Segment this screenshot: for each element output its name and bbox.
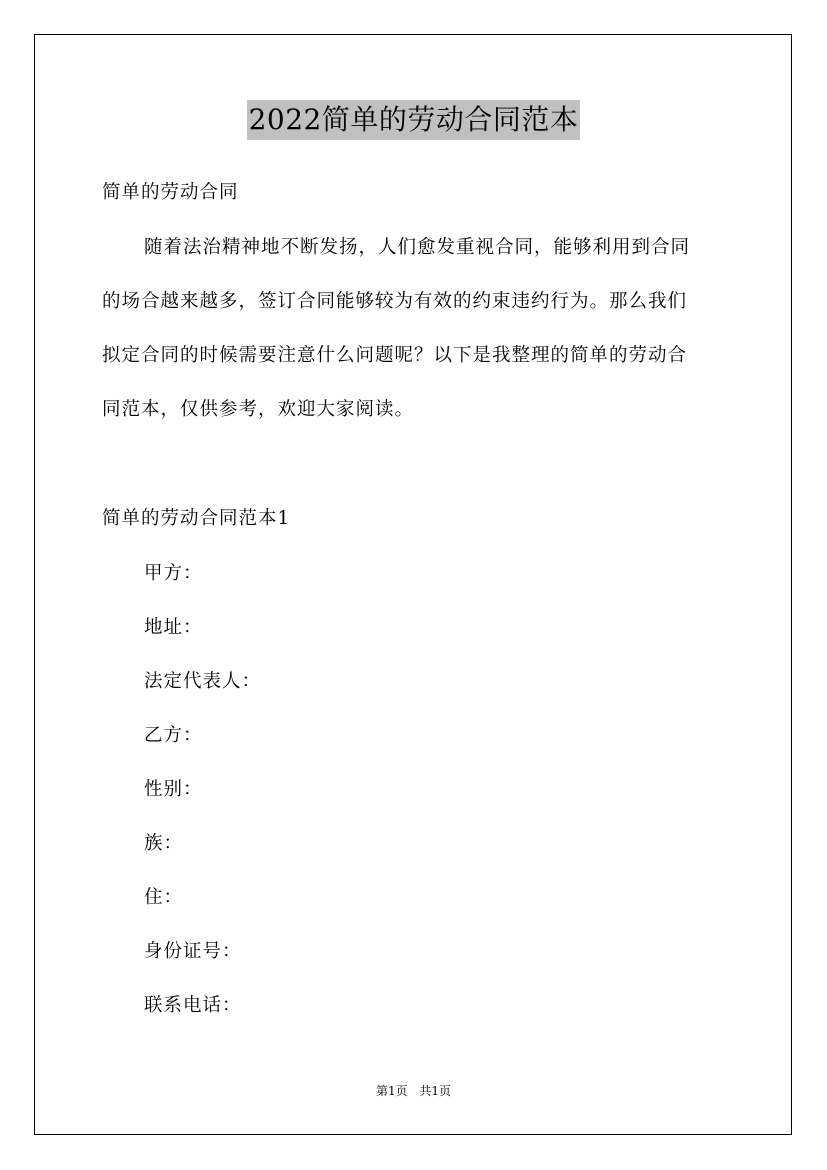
field-address: 地址： xyxy=(144,617,203,638)
field-residence: 住： xyxy=(144,887,184,908)
document-title: 2022简单的劳动合同范本 xyxy=(247,100,581,140)
field-gender: 性别： xyxy=(144,779,203,800)
section-heading: 简单的劳动合同范本1 xyxy=(102,508,291,529)
document-subtitle: 简单的劳动合同 xyxy=(102,182,239,203)
field-party-a: 甲方： xyxy=(144,563,203,584)
intro-line-2: 的场合越来越多，签订合同能够较为有效的约束违约行为。那么我们 xyxy=(102,291,688,312)
field-party-b: 乙方： xyxy=(144,725,203,746)
page-number-current: 第1页 xyxy=(375,1084,408,1098)
intro-line-4: 同范本，仅供参考，欢迎大家阅读。 xyxy=(102,399,415,420)
title-wrap xyxy=(0,100,827,140)
field-id-number: 身份证号： xyxy=(144,941,242,962)
field-ethnicity: 族： xyxy=(144,833,184,854)
page-number-total: 共1页 xyxy=(419,1084,452,1098)
page-footer xyxy=(0,1083,827,1099)
field-legal-representative: 法定代表人： xyxy=(144,671,262,692)
intro-line-3: 拟定合同的时候需要注意什么问题呢？以下是我整理的简单的劳动合 xyxy=(102,345,688,366)
intro-line-1: 随着法治精神地不断发扬，人们愈发重视合同，能够利用到合同 xyxy=(144,237,691,258)
field-phone: 联系电话： xyxy=(144,995,242,1016)
